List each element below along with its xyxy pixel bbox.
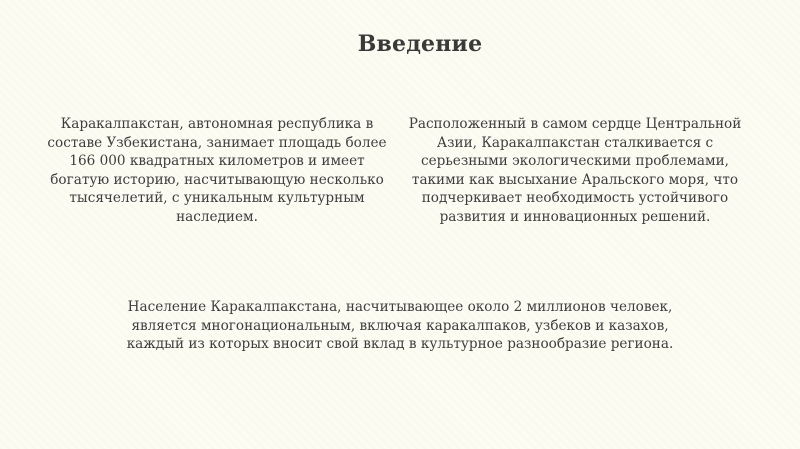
slide-title: Введение [357, 31, 483, 57]
paragraph-history: Каракалпакстан, автономная республика в составе Узбекистана, занимает площадь более 166 000 квадратных километров и имеет богатую историю, насчитывающую несколько тысячелетий, с уникальным культурным наследием. [47, 116, 387, 225]
paragraph-ecology: Расположенный в самом сердце Центральной Азии, Каракалпакстан сталкивается с серьезными экологическими проблемами, такими как высыхание Аральского моря, что подчеркивает необходимость устойчивого развития и инновационных решений. [408, 116, 742, 225]
paragraph-population: Население Каракалпакстана, насчитывающее около 2 миллионов человек, является многонациональным, включая каракалпаков, узбеков и казахов, каждый из которых вносит свой вклад в культурное разнообразие региона. [126, 299, 674, 352]
